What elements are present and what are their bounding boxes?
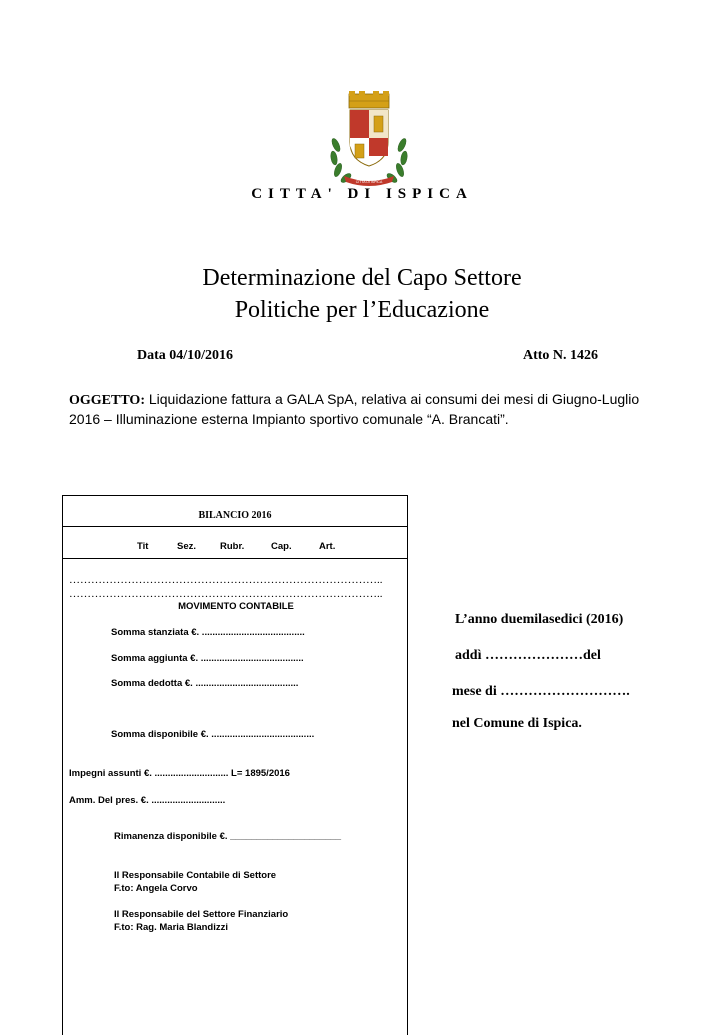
document-title-line2: Politiche per l’Educazione xyxy=(234,297,490,323)
budget-title: BILANCIO 2016 xyxy=(198,510,272,521)
year-statement: L’anno duemilasedici (2016) xyxy=(455,612,624,627)
movement-title: MOVIMENTO CONTABILE xyxy=(178,601,294,612)
month-statement: mese di ………………………. xyxy=(452,684,630,699)
document-date: Data 04/10/2016 xyxy=(137,348,234,363)
dotted-line-2: ………………………………………………………………………….. xyxy=(69,588,383,600)
coat-of-arms-logo xyxy=(326,90,412,190)
budget-divider-1 xyxy=(63,526,407,527)
col-rubr: Rubr. xyxy=(220,541,245,552)
somma-dedotta: Somma dedotta €. ....................................... xyxy=(111,678,299,689)
col-cap: Cap. xyxy=(271,541,292,552)
subject-text: Liquidazione fattura a GALA SpA, relativa ai consumi dei mesi di Giugno-Luglio 2016 – Illuminazione esterna Impianto sportivo comunale “A. Brancati”. xyxy=(69,391,640,427)
resp-contabile-name: F.to: Angela Corvo xyxy=(114,883,198,894)
impegni-assunti: Impegni assunti €. ............................ L= 1895/2016 xyxy=(69,768,290,779)
subject-label: OGGETTO: xyxy=(69,393,145,408)
act-number: Atto N. 1426 xyxy=(523,348,599,363)
subject-paragraph xyxy=(69,390,644,428)
col-art: Art. xyxy=(319,541,336,552)
crest-banner-text: CITTA DI ISPICA xyxy=(355,180,383,184)
document-title-line1: Determinazione del Capo Settore xyxy=(202,265,522,291)
col-tit: Tit xyxy=(137,541,149,552)
resp-contabile-title: Il Responsabile Contabile di Settore xyxy=(114,870,277,881)
rimanenza-disponibile: Rimanenza disponibile €. _____________________ xyxy=(114,831,342,842)
col-sez: Sez. xyxy=(177,541,197,552)
budget-divider-2 xyxy=(63,558,407,559)
somma-disponibile: Somma disponibile €. ....................................... xyxy=(111,729,315,740)
day-statement: addì …………………del xyxy=(455,648,601,663)
somma-stanziata: Somma stanziata €. ....................................... xyxy=(111,627,305,638)
resp-finanziario-name: F.to: Rag. Maria Blandizzi xyxy=(114,922,229,933)
city-name: CITTA' DI ISPICA xyxy=(251,186,473,202)
budget-box xyxy=(62,495,408,1035)
dotted-line-1: ………………………………………………………………………….. xyxy=(69,574,383,586)
somma-aggiunta: Somma aggiunta €. ....................................... xyxy=(111,653,304,664)
resp-finanziario-title: Il Responsabile del Settore Finanziario xyxy=(114,909,289,920)
comune-statement: nel Comune di Ispica. xyxy=(452,716,582,731)
amm-del-pres: Amm. Del pres. €. ............................ xyxy=(69,795,226,806)
